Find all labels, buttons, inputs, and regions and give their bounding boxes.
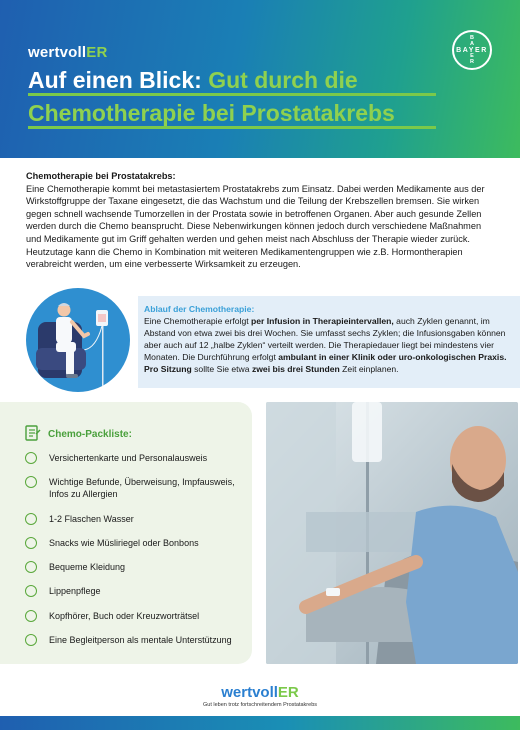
intro-section xyxy=(26,170,496,271)
svg-text:R: R xyxy=(470,59,474,65)
bayer-cross-icon xyxy=(454,32,490,68)
checkbox-circle[interactable] xyxy=(25,513,37,525)
checkbox-circle[interactable] xyxy=(25,634,37,646)
title-underline xyxy=(28,93,436,96)
svg-text:A: A xyxy=(470,41,474,47)
checkbox-circle[interactable] xyxy=(25,537,37,549)
svg-text:E: E xyxy=(470,53,474,59)
svg-text:B: B xyxy=(470,35,474,41)
patient-infusion-photo xyxy=(266,402,518,664)
checkbox-circle[interactable] xyxy=(25,452,37,464)
patient-in-chair-icon xyxy=(26,288,130,392)
page-title: Auf einen Blick: Gut durch die Chemotherapie bei Prostatakrebs xyxy=(28,67,395,126)
checklist-icon xyxy=(24,424,42,442)
intro-heading: Chemotherapie bei Prostatakrebs: xyxy=(26,171,176,181)
checkbox-circle[interactable] xyxy=(25,561,37,573)
bayer-logo: BAYER B A E R xyxy=(452,30,492,70)
flow-section: Ablauf der Chemotherapie: Eine Chemotherapie erfolgt per Infusion in Therapieintervallen, auch Zyklen genannt, im Abstand von etwa zwei bis drei Wochen. Sie umfasst sechs Zyklen; die Infusionsgaben können aber auch auf 12 „halbe Zyklen“ verteilt werden. Die Therapiedauer liegt bei mindestens vier Monaten. Die Durchführung erfolgt ambulant in einer Klinik oder uro-onkologischen Praxis. Pro Sitzung sollte Sie etwa zwei bis drei Stunden Zeit einplanen. xyxy=(144,303,514,375)
checkbox-circle[interactable] xyxy=(25,610,37,622)
checkbox-circle[interactable] xyxy=(25,585,37,597)
footer-bar xyxy=(0,716,520,730)
footer-brand-logo: wertvollER xyxy=(221,684,299,701)
patient-illustration xyxy=(26,288,130,392)
intro-body: Eine Chemotherapie kommt bei metastasiertem Prostatakrebs zum Einsatz. Dabei werden Medikamente aus der Wirkstoffgruppe der Taxane eingesetzt, die das Wachstum und die Teilung der Krebszellen bremsen. Sie wirken gegen schnell wachsende Tumorzellen in der Prostata sowie in betroffenen Organen. Aber auch gesunde Zellen werden durch die Chemo beansprucht. Diese Nebenwirkungen können jedoch durch verschiedene Maßnahmen und Medikamente gut im Griff gehalten werden und gehen meist nach Abschluss der Therapie wieder zurück. Heutzutage kann die Chemo in Kombination mit weiteren Medikamentengruppen wie z.B. Hormontherapien verabreicht werden, um eine verbesserte Wirksamkeit zu erzeugen. xyxy=(26,183,485,270)
title-underline xyxy=(28,126,436,129)
patient-photo xyxy=(266,402,518,664)
brand-logo: wertvollER xyxy=(28,44,108,61)
flow-heading: Ablauf der Chemotherapie: xyxy=(144,304,255,314)
packliste-title: Chemo-Packliste: xyxy=(48,429,132,440)
footer-tagline: Gut leben trotz fortschreitendem Prostatakrebs xyxy=(202,702,318,708)
checkbox-circle[interactable] xyxy=(25,476,37,488)
